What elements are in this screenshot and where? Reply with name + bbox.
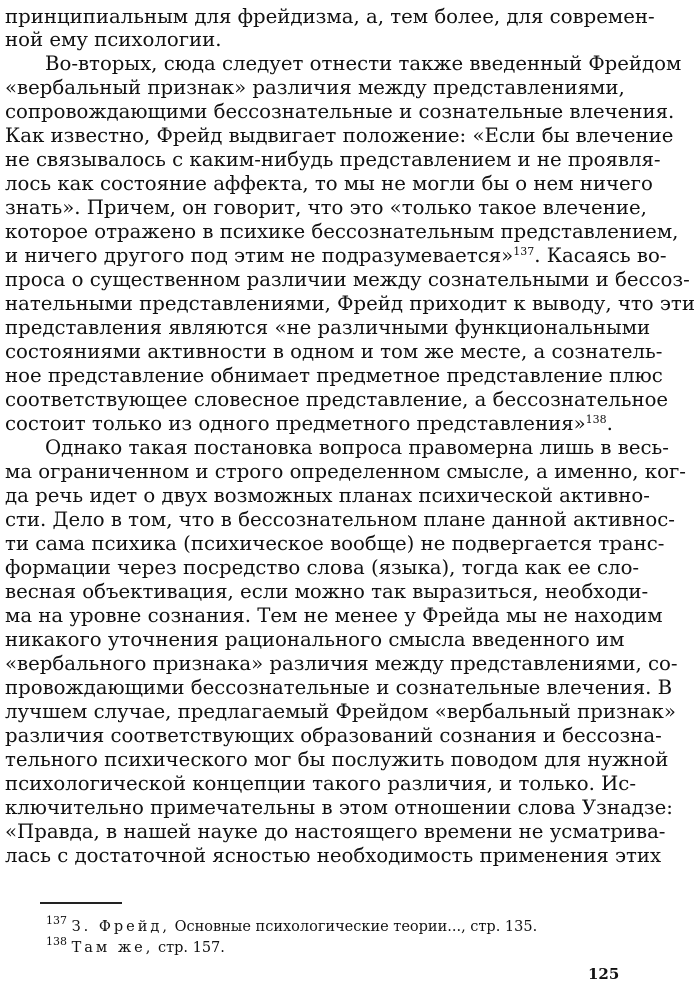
text-line: различия соответствующих образований сознания и бессозна- [5,724,662,747]
text-line: состояниями активности в одном и том же месте, а сознатель- [5,340,663,363]
text-line: Во-вторых, сюда следует отнести также введенный Фрейдом [45,52,682,75]
text-line: Однако такая постановка вопроса правомерна лишь в весь- [45,436,669,459]
text-line: формации через посредство слова (языка), тогда как ее сло- [5,556,640,579]
footnote-divider [40,902,122,904]
text-line: «Правда, в нашей науке до настоящего времени не усматрива- [5,820,666,843]
text-line [5,244,667,267]
text-line: ключительно примечательны в этом отношении слова Узнадзе: [5,796,673,819]
text-line: соответствующее словесное представление, а бессознательное [5,388,669,411]
text-line: которое отражено в психике бессознательным представлением, [5,220,679,243]
text-line: не связывалось с каким-нибудь представлением и не проявля- [5,148,661,171]
footnote-mark: 137 [46,914,67,927]
text-line: сопровождающими бессознательные и сознательные влечения. [5,100,675,123]
footnote-ref-137: 137 [513,245,535,258]
footnote-137 [46,914,538,936]
text-line: Как известно, Фрейд выдвигает положение: «Если бы влечение [5,124,674,147]
text-line: лась с достаточной ясностью необходимость применения этих [5,844,662,867]
text-line: лучшем случае, предлагаемый Фрейдом «вербальный признак» [5,700,676,723]
text-line: принципиальным для фрейдизма, а, тем более, для современ- [5,5,655,28]
text-line: весная объективация, если можно так выразиться, необходи- [5,580,649,603]
text-line: нательными представлениями, Фрейд приходит к выводу, что эти [5,292,695,315]
text-segment: . [606,412,613,435]
footnote-author: З. Фрейд, [71,919,170,935]
text-line: ти сама психика (психическое вообще) не подвергается транс- [5,532,665,555]
page-number: 125 [588,965,620,983]
text-line: ной ему психологии. [5,28,222,51]
text-line: сти. Дело в том, что в бессознательном плане данной активнос- [5,508,675,531]
text-line: тельного психического мог бы послужить поводом для нужной [5,748,669,771]
text-line [5,413,613,435]
footnote-138 [46,935,225,957]
text-line: ма на уровне сознания. Тем не менее у Фрейда мы не находим [5,604,663,627]
footnote-text: стр. 157. [153,940,225,956]
text-line: «вербального признака» различия между представлениями, со- [5,652,678,675]
footnote-ref-138: 138 [585,413,607,426]
text-line: знать». Причем, он говорит, что это «только такое влечение, [5,196,647,219]
text-line: представления являются «не различными функциональными [5,316,651,339]
text-segment: состоит только из одного предметного представления» [5,412,586,435]
text-segment: и ничего другого под этим не подразумевается» [5,244,514,267]
footnote-mark: 138 [46,935,67,948]
text-line: проса о существенном различии между сознательными и бессоз- [5,268,690,291]
text-segment: . Касаясь во- [534,244,667,267]
text-line: ное представление обнимает предметное представление плюс [5,364,663,387]
footnote-author: Там же, [71,940,154,956]
footnote-text: Основные психологические теории..., стр. 135. [169,919,538,935]
text-line: лось как состояние аффекта, то мы не могли бы о нем ничего [5,172,653,195]
text-line: провождающими бессознательные и сознательные влечения. В [5,676,673,699]
text-line: психологической концепции такого различия, и только. Ис- [5,772,636,795]
text-line: никакого уточнения рационального смысла введенного им [5,628,625,651]
text-line: да речь идет о двух возможных планах психической активно- [5,484,650,507]
text-line: ма ограниченном и строго определенном смысле, а именно, ког- [5,460,686,483]
text-line: «вербальный признак» различия между представлениями, [5,76,625,99]
